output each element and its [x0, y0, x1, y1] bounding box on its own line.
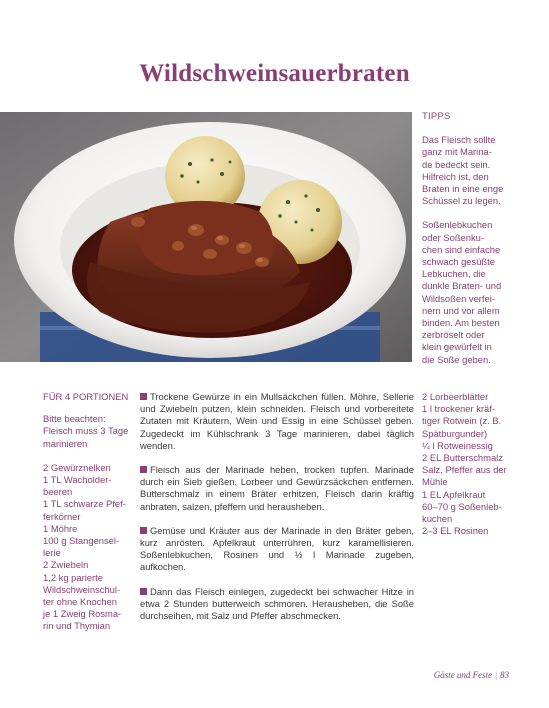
ingredient-item: ¼ l Rotweinessig: [422, 439, 493, 451]
page-number: 83: [500, 670, 509, 680]
ingredients-column-left: [43, 391, 133, 633]
recipe-photo: [0, 112, 412, 362]
food-photo-illustration: [0, 112, 412, 362]
recipe-title: Wildschweinsauerbraten: [139, 60, 410, 87]
square-bullet-icon: [140, 466, 147, 473]
ingredient-item: 1 Möhre: [43, 522, 78, 534]
ingredient-item: 2 EL Butterschmalz: [422, 452, 503, 464]
ingredient-item: 1 TL Wacholder- beeren: [43, 474, 112, 498]
square-bullet-icon: [140, 588, 147, 595]
ingredient-item: 100 g Stangensel- lerie: [43, 535, 120, 559]
step-paragraph: [140, 391, 414, 452]
step-text: Trockene Gewürze in ein Mullsäckchen füllen. Möhre, Sellerie und Zwiebeln putzen, klein schneiden. Fleisch und vorbereitete Zutaten mit Kräutern, Wein und Essig in eine Schüssel geben. Zugedeckt im Kühlschrank 3 Tage marinieren, dabei täglich wenden.: [140, 391, 414, 451]
tips-paragraph: Soßenlebkuchen oder Soßenku- chen sind einfache schwach gesüßte Lebkuchen, die dunkle Braten- und Wildsoßen verfei- nern und vor allem binden. Am besten zerbröselt oder klein gewürfelt in die Soße geben.: [422, 219, 502, 365]
ingredient-item: 1 TL schwarze Pfef- ferkörner: [43, 498, 126, 522]
ingredients-column-right: [422, 391, 540, 537]
ingredient-item: 1 EL Apfelkraut: [422, 488, 486, 500]
ingredient-item: 60–70 g Soßenleb- kuchen: [422, 500, 502, 525]
step-paragraph: [140, 586, 414, 623]
ingredient-item: 2 Gewürznelken: [43, 461, 111, 473]
servings-label: FÜR 4 PORTIONEN: [43, 391, 129, 402]
ingredient-item: 2 Lorbeerblätter: [422, 391, 489, 402]
ingredient-item: 2 Zwiebeln: [43, 559, 89, 571]
ingredient-item: Salz, Pfeffer aus der Mühle: [422, 464, 507, 488]
step-paragraph: [140, 464, 414, 513]
tips-heading: TIPPS: [422, 110, 451, 121]
ingredient-item: 1 l trockener kräf- tiger Rotwein (z. B. Spätburgunder): [422, 403, 502, 439]
step-text: Dann das Fleisch einlegen, zugedeckt bei schwacher Hitze in etwa 2 Stunden butterweich schmoren. Herausheben, die Soße durchseihen, mit Salz und Pfeffer abschmecken.: [140, 585, 414, 622]
square-bullet-icon: [140, 393, 147, 400]
tips-sidebar: [422, 110, 538, 378]
ingredient-item: 2–3 EL Rosinen: [422, 525, 489, 537]
footer-divider: |: [495, 670, 497, 680]
step-paragraph: [140, 525, 414, 574]
ingredient-item: je 1 Zweig Rosma- rin und Thymian: [43, 608, 122, 632]
marinate-note: Bitte beachten: Fleisch muss 3 Tage marinieren: [43, 413, 129, 449]
ingredient-item: 1,2 kg parierte Wildschweinschul- ter ohne Knochen: [43, 571, 121, 608]
step-text: Fleisch aus der Marinade heben, trocken tupfen. Marinade durch ein Sieb gießen, Lorbeer und Gewürzsäckchen entfernen. Butterschmalz in einem Bräter erhitzen, Fleisch darin kräftig anbraten, salzen, pfeffern und herausheben.: [140, 464, 414, 512]
tips-paragraph: Das Fleisch sollte ganz mit Marina- de bedeckt sein. Hilfreich ist, den Braten in eine enge Schüssel zu legen.: [422, 134, 504, 207]
square-bullet-icon: [140, 527, 147, 534]
page-footer: [434, 670, 509, 680]
footer-section: Gäste und Feste: [433, 670, 493, 680]
step-text: Gemüse und Kräuter aus der Marinade in den Bräter geben, kurz anrösten. Apfelkraut unterrühren, kurz karamellisieren. Soßenlebkuchen, Rosinen und ½ l Marinade zugeben, aufkochen.: [140, 524, 414, 573]
preparation-steps: [140, 391, 414, 634]
